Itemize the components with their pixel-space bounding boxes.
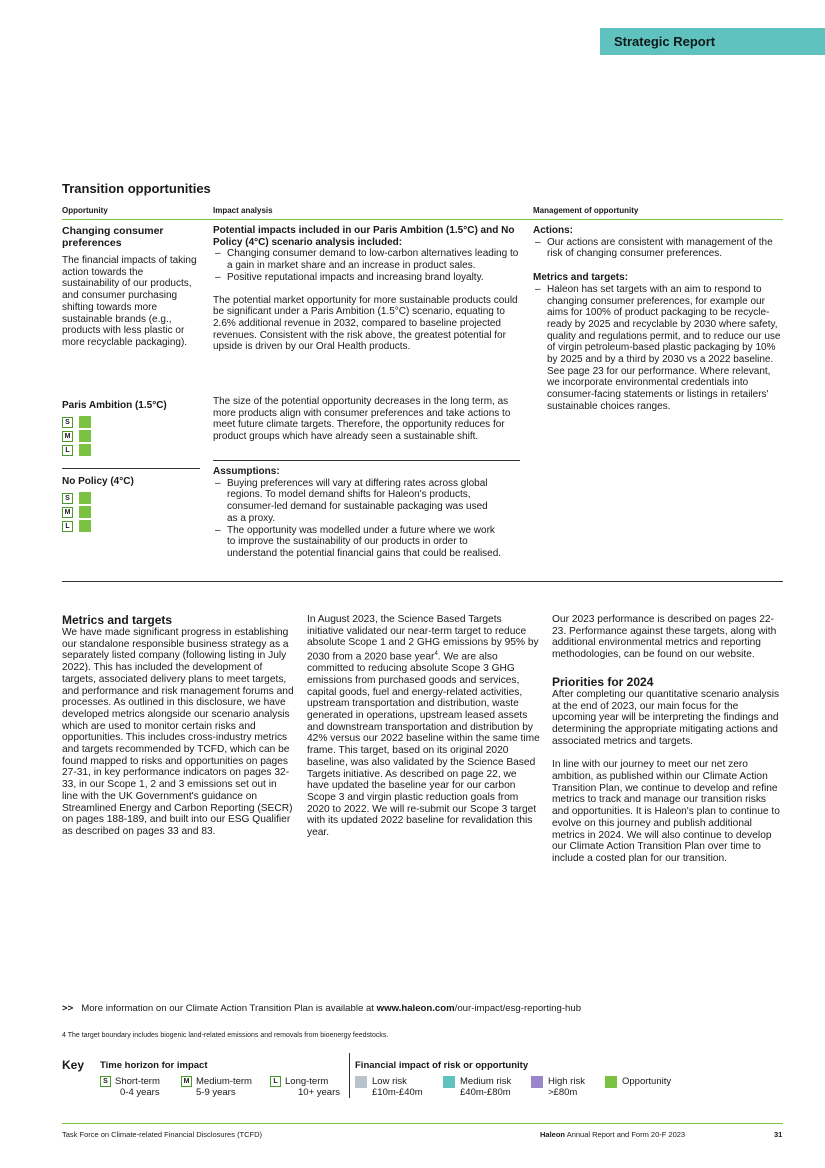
high-risk-swatch [531, 1076, 543, 1088]
rating-row-medium [62, 506, 134, 519]
medium-term-badge: M [62, 507, 73, 518]
impact-title: Financial impact of risk or opportunity [355, 1060, 529, 1071]
section-badge: Strategic Report [600, 28, 825, 55]
footnote: 4 The target boundary includes biogenic land-related emissions and removals from bioenergy feedstocks. [62, 1032, 389, 1039]
impact-paragraph-2 [213, 396, 520, 443]
key-long-term: L Long-term 10+ years [270, 1076, 340, 1098]
metrics-col-3 [552, 614, 784, 865]
medium-term-badge: M [62, 431, 73, 442]
section-title: Transition opportunities [62, 181, 211, 196]
horizon-title: Time horizon for impact [100, 1060, 208, 1071]
impact-heading: Potential impacts included in our Paris Ambition (1.5°C) and No Policy (4°C) scenario analysis included: [213, 225, 515, 248]
management-column [533, 225, 785, 413]
impact-column [213, 225, 520, 353]
metrics-paragraph: We have made significant progress in establishing our standalone responsible business strategy as a separately listed company (following listing in July 2022). This has included the development of targets, associated delivery plans to meet targets, and performance and risk management forums and processes. As outlined in this disclosure, we have developed metrics alongside our scenario analysis which are used to monitor certain risks and opportunities. This includes cross-industry metrics and targets recommended by TCFD, which can be found mapped to risks and opportunities on pages 27-31, in key performance indicators on pages 32-33, in our Scope 1, 2 and 3 emissions set out in line with the UK Government's guidance on Streamlined Energy and Carbon Reporting (SECR) on pages 188-189, and built into our ESG Qualifier as described on pages 33 and 83. [62, 627, 294, 837]
list-item: – Our actions are consistent with management of the risk of changing consumer preferences. [533, 237, 785, 260]
footer-section: Task Force on Climate-related Financial Disclosures (TCFD) [62, 1130, 263, 1139]
divider [62, 468, 200, 469]
divider [213, 460, 520, 461]
footer-rule [62, 1123, 783, 1124]
link-path[interactable]: /our-impact/esg-reporting-hub [454, 1003, 582, 1014]
list-item: – The opportunity was modelled under a future where we work to improve the sustainability of our products in order to understand the potential financial gains that could be realised. [213, 525, 520, 560]
rating-row-long [62, 444, 167, 457]
opportunity-description: The financial impacts of taking action towards the sustainability of our products, and consumer purchasing shifting towards more sustainable brands (e.g., products with less plastic or more recyclable packaging). [62, 255, 197, 348]
footer-report: Haleon Annual Report and Form 20-F 2023 [540, 1130, 686, 1139]
metrics-col-1 [62, 613, 294, 838]
column-header-management: Management of opportunity [533, 206, 639, 215]
key-label: Key [62, 1058, 85, 1072]
paris-rating [62, 400, 167, 458]
opportunity-marker [79, 430, 91, 442]
assumptions-list [213, 478, 520, 560]
column-header-impact: Impact analysis [213, 206, 273, 215]
priorities-paragraph: In line with our journey to meet our net zero ambition, as published within our Climate Action Transition Plan, we continue to develop and refine metrics to track and manage our transition risks and opportunities. It is Haleon's plan to continue to evolve on this journey and publish additional metrics in 2024. We will also continue to develop our Climate Action Transition Plan over time to include a costed plan for our transition. [552, 759, 780, 864]
opportunity-marker [79, 506, 91, 518]
assumptions-title: Assumptions: [213, 466, 280, 477]
key-medium-term: M Medium-term 5-9 years [181, 1076, 252, 1098]
more-info: >> More information on our Climate Action Transition Plan is available at www.haleon.com/our-impact/esg-reporting-hub [62, 1003, 582, 1014]
low-risk-swatch [355, 1076, 367, 1088]
medium-risk-swatch [443, 1076, 455, 1088]
list-item: – Buying preferences will vary at differing rates across global regions. To model demand shifts for Haleon's products, consumer-led demand for sustainable packaging was used as a proxy. [213, 478, 520, 525]
opportunity-title: Changing consumer preferences [62, 225, 164, 249]
key-opportunity: Opportunity [605, 1076, 671, 1088]
rating-row-medium [62, 430, 167, 443]
long-term-badge: L [62, 521, 73, 532]
nopolicy-title: No Policy (4°C) [62, 476, 134, 487]
priorities-title: Priorities for 2024 [552, 674, 654, 689]
impact-bullets [213, 248, 520, 283]
long-term-badge: L [62, 445, 73, 456]
short-term-badge: S [62, 493, 73, 504]
opportunity-marker [79, 444, 91, 456]
actions-title: Actions: [533, 225, 573, 236]
arrow-icon: >> [62, 1003, 74, 1014]
short-term-badge: S [62, 417, 73, 428]
table-bottom-rule [62, 581, 783, 582]
metrics-paragraph: In August 2023, the Science Based Targets initiative validated our near-term target to reduce absolute Scope 1 and 2 GHG emissions by 95% by 2030 from a 2020 base year$^4$. We are also committed to reducing absolute Scope 3 GHG emissions from purchased goods and services, capital goods, fuel and energy-related activities, upstream transportation and distribution, waste generated in operations, upstream leased assets and downstream transportation and distribution by 42% versus our 2022 baseline within the same time frame. This target, based on its original 2020 baseline, was also validated by the Science Based Targets initiative. As described on page 22, we have updated the baseline year for our carbon Scope 3 and virgin plastic reduction goals from 2020 to 2022. We will re-submit our Scope 3 target with its updated 2022 baseline for revalidation this year. [307, 614, 540, 839]
haleon-link[interactable]: www.haleon.com [376, 1003, 455, 1014]
metrics-paragraph: Our 2023 performance is described on pages 22-23. Performance against these targets, along with additional environmental metrics and reporting methodologies, can be found on our website. [552, 614, 777, 661]
page-number: 31 [774, 1130, 783, 1139]
key-medium-risk: Medium risk £40m-£80m [443, 1076, 511, 1098]
header-rule [62, 219, 783, 220]
long-term-badge: L [270, 1076, 281, 1087]
actions-list [533, 237, 785, 260]
list-item: – Positive reputational impacts and increasing brand loyalty. [213, 272, 520, 284]
column-header-opportunity: Opportunity [62, 206, 108, 215]
metrics-col-2 [307, 614, 541, 839]
rating-row-short [62, 492, 134, 505]
metrics-title: Metrics and targets: [533, 272, 629, 284]
key-short-term: S Short-term 0-4 years [100, 1076, 160, 1098]
opportunity-marker [79, 492, 91, 504]
opportunity-marker [79, 520, 91, 532]
metrics-section-title: Metrics and targets [62, 613, 173, 627]
rating-row-long [62, 520, 134, 533]
medium-term-badge: M [181, 1076, 192, 1087]
paris-title: Paris Ambition (1.5°C) [62, 400, 167, 411]
impact-paragraph: The size of the potential opportunity decreases in the long term, as more products align with consumer preferences and take actions to meet future climate targets. Therefore, the opportunity reduces for product groups which have already seen a sustainable shift. [213, 396, 511, 443]
key-low-risk: Low risk £10m-£40m [355, 1076, 423, 1098]
rating-row-short [62, 416, 167, 429]
opportunity-swatch [605, 1076, 617, 1088]
list-item: – Haleon has set targets with an aim to respond to changing consumer preferences, for example our aims for 100% of product packaging to be recycle-ready by 2025 and recyclable by 2030 where safety, quality and regulations permit, and to reduce our use of virgin petroleum-based plastic packaging by 10% by 2025 and by a third by 2030 vs a 2022 baseline. See page 23 for our performance. Where relevant, we incorporate environmental credentials into consumer-facing statements or listings in retailers' sustainable choices ranges. [533, 284, 785, 413]
key-high-risk: High risk >£80m [531, 1076, 585, 1098]
nopolicy-rating [62, 476, 134, 534]
brand-name: Haleon [540, 1130, 566, 1139]
short-term-badge: S [100, 1076, 111, 1087]
impact-paragraph: The potential market opportunity for more sustainable products could be significant under a Paris Ambition (1.5°C) scenario, equating to 2.6% additional revenue in 2032, compared to baseline projected revenues. Consistent with the risk above, the greatest potential for upside is driven by our Oral Health products. [213, 294, 518, 353]
metrics-list [533, 284, 785, 413]
list-item: – Changing consumer demand to low-carbon alternatives leading to a gain in market share and an increase in product sales. [213, 248, 520, 271]
opportunity-column [62, 225, 197, 349]
opportunity-marker [79, 416, 91, 428]
priorities-paragraph: After completing our quantitative scenario analysis at the end of 2023, our main focus for the upcoming year will be interpreting the findings and determining the appropriate mitigating actions and associated metrics and targets. [552, 688, 780, 747]
assumptions-block [213, 466, 520, 560]
key-divider [349, 1053, 350, 1098]
